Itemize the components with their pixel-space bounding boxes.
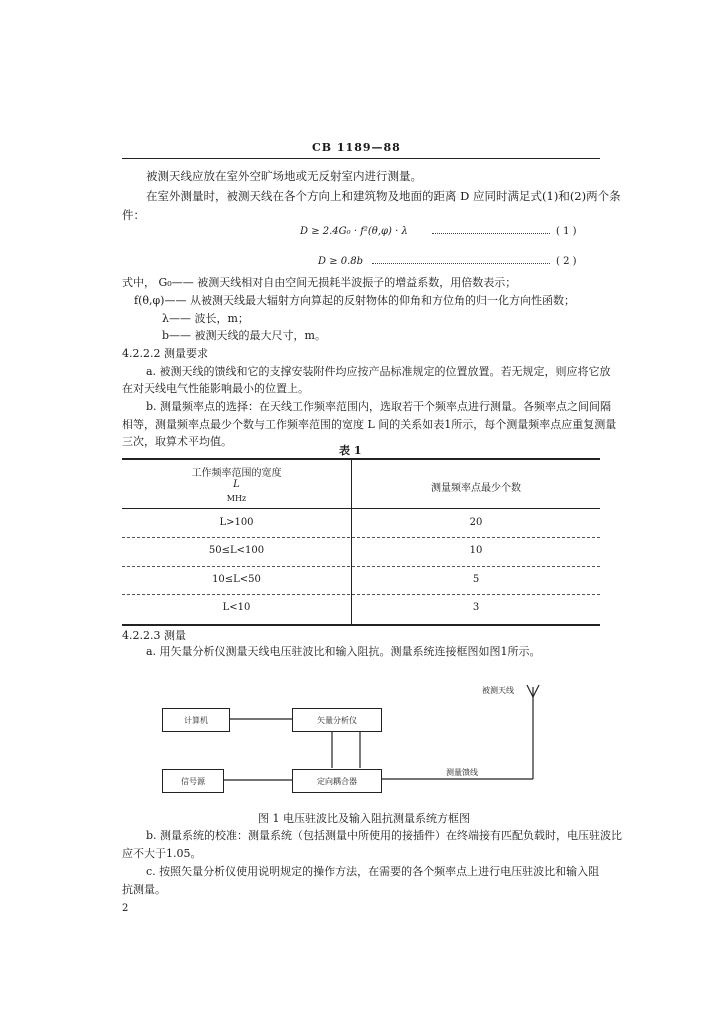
formula-1: D ≥ 2.4G₀ · f²(θ,φ) · λ [300,226,408,237]
paragraph-b-line1: b. 测量系统的校准：测量系统（包括测量中所使用的接插件）在终端接有匹配负载时，电压驻波比 [146,829,623,842]
formula-2-leader [372,263,550,264]
table-row-3-range: 10≤L<50 [212,574,261,585]
table-row-divider [122,537,600,538]
paragraph-b-line2: 应不大于1.05。 [122,847,202,860]
table-row-4-range: L<10 [222,602,251,613]
paragraph-placement: 被测天线应放在室外空旷场地或无反射室内进行测量。 [146,169,422,183]
table-top-rule [122,458,600,460]
paragraph-c-line1: c. 按照矢量分析仪使用说明规定的操作方法，在需要的各个频率点上进行电压驻波比和输入阻 [146,865,600,878]
table-row-1-range: L>100 [219,517,254,528]
signal-source-box: 信号源 [162,769,224,793]
table-title: 表 1 [339,444,362,457]
section-4222-b-line2: 相等，测量频率点最少个数与工作频率范围的宽度 L 间的关系如表1所示，每个测量频率点应重复测量 [122,418,617,431]
table-header-rule [122,508,600,509]
figure-1-caption: 图 1 电压驻波比及输入阻抗测量系统方框图 [258,812,470,825]
cable-label: 测量馈线 [446,768,478,777]
paragraph-c-line2: 抗测量。 [122,883,166,896]
formula-1-leader [432,233,550,234]
section-4222-a-line2: 在对天线电气性能影响最小的位置上。 [122,382,309,395]
section-4223-heading: 4.2.2.3 测量 [122,629,186,642]
table-header-col2: 测量频率点最少个数 [431,483,521,494]
table-row-3-count: 5 [472,574,480,585]
where-lambda: λ—— 波长，m； [162,312,249,325]
table-bottom-rule [122,624,600,626]
directional-coupler-box: 定向耦合器 [292,769,382,793]
paragraph-outdoor-line1: 在室外测量时，被测天线在各个方向上和建筑物及地面的距离 D 应同时满足式(1)和(2)两个条 [146,189,621,203]
table-row-divider [122,566,600,567]
table-row-2-count: 10 [469,545,483,556]
where-g0: 式中， G₀—— 被测天线相对自由空间无损耗半波振子的增益系数，用倍数表示； [122,276,517,289]
table-row-divider [122,594,600,595]
computer-box: 计算机 [162,708,230,732]
header-rule [122,158,600,159]
standard-number: CB 1189—88 [312,141,401,154]
table-header-col1-line2: L [233,479,240,490]
section-4222-a-line1: a. 被测天线的馈线和它的支撑安装附件均应按产品标准规定的位置放置。若无规定，则应将它放 [146,365,611,378]
table-row-4-count: 3 [472,602,480,613]
formula-2: D ≥ 0.8b [318,256,364,267]
section-4222-b-line1: b. 测量频率点的选择：在天线工作频率范围内，选取若干个频率点进行测量。各频率点之间间隔 [146,400,612,413]
paragraph-outdoor-line2: 件： [122,208,145,222]
table-header-col1-line1: 工作频率范围的宽度 [191,468,282,479]
antenna-label: 被测天线 [482,686,514,695]
section-4223-a: a. 用矢量分析仪测量天线电压驻波比和输入阻抗。测量系统连接框图如图1所示。 [146,645,541,658]
table-row-2-range: 50≤L<100 [208,545,265,556]
where-b: b—— 被测天线的最大尺寸，m。 [162,329,326,342]
table-row-1-count: 20 [469,517,483,528]
formula-2-number: ( 2 ) [556,256,577,267]
table-header-col1-line3: MHz [226,494,247,503]
formula-1-number: ( 1 ) [556,226,577,237]
vector-analyzer-box: 矢量分析仪 [292,708,382,732]
section-4222-b-line3: 三次，取算术平均值。 [122,435,232,448]
figure-1-diagram [150,675,570,805]
section-4222-heading: 4.2.2.2 测量要求 [122,347,208,360]
where-f: f(θ,φ)—— 从被测天线最大辐射方向算起的反射物体的仰角和方位角的归一化方向性函数； [134,294,575,307]
antenna-icon [527,685,539,779]
page-number: 2 [122,903,129,914]
